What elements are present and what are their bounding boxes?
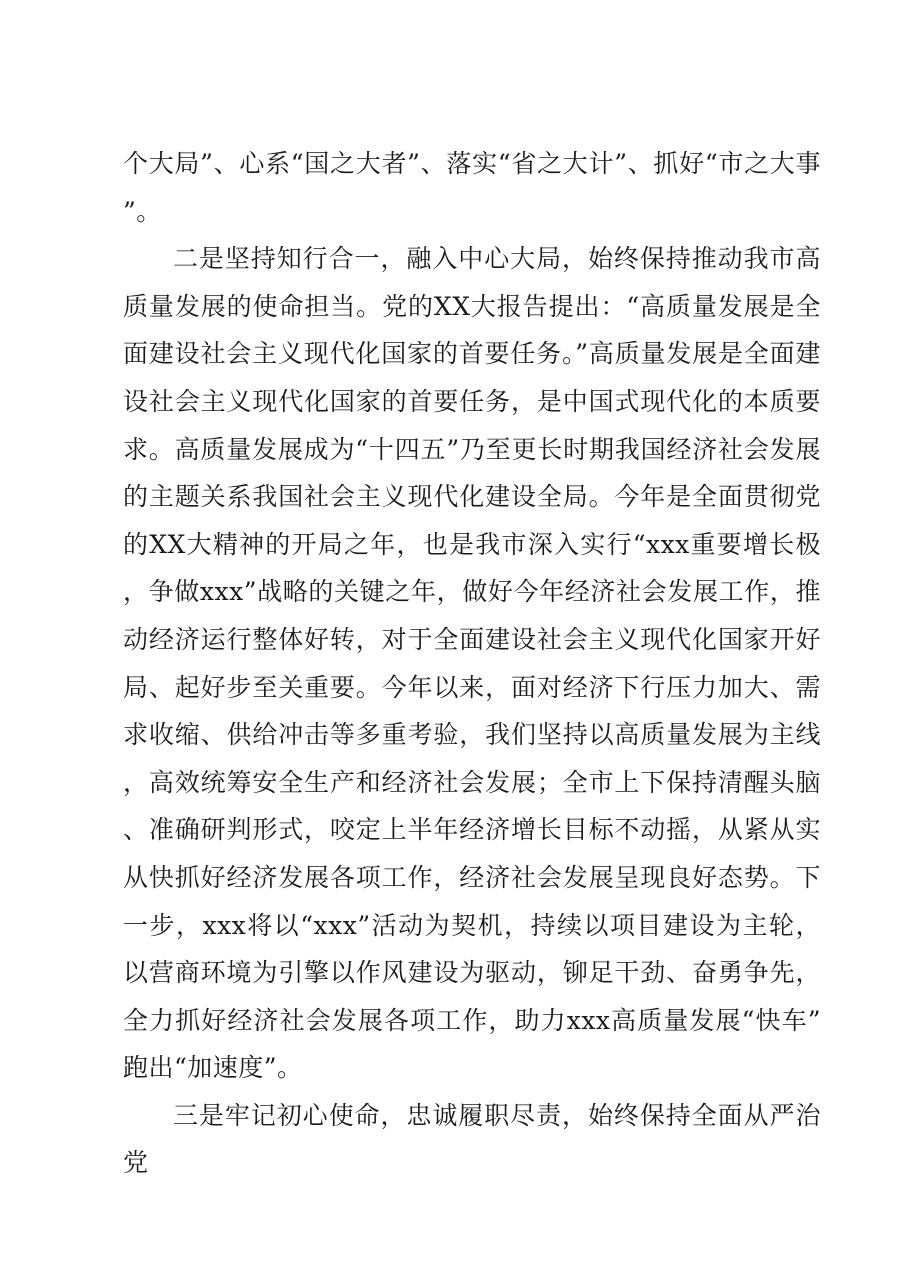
body-text xyxy=(123,140,821,1187)
paragraph-point-two: 二是坚持知行合一，融入中心大局，始终保持推动我市高质量发展的使命担当。党的XX大报告提出：“高质量发展是全面建设社会主义现代化国家的首要任务。”高质量发展是全面建设社会主义现代化国家的首要任务，是中国式现代化的本质要求。高质量发展成为“十四五”乃至更长时期我国经济社会发展的主题关系我国社会主义现代化建设全局。今年是全面贯彻党的XX大精神的开局之年，也是我市深入实行“xxx重要增长极，争做xxx”战略的关键之年，做好今年经济社会发展工作，推动经济运行整体好转，对于全面建设社会主义现代化国家开好局、起好步至关重要。今年以来，面对经济下行压力加大、需求收缩、供给冲击等多重考验，我们坚持以高质量发展为主线，高效统筹安全生产和经济社会发展；全市上下保持清醒头脑、准确研判形式，咬定上半年经济增长目标不动摇，从紧从实从快抓好经济发展各项工作，经济社会发展呈现良好态势。下一步，xxx将以“xxx”活动为契机，持续以项目建设为主轮，以营商环境为引擎以作风建设为驱动，铆足干劲、奋勇争先，全力抓好经济社会发展各项工作，助力xxx高质量发展“快车”跑出“加速度”。 xyxy=(123,244,821,1083)
paragraph-point-three: 三是牢记初心使命，忠诚履职尽责，始终保持全面从严治党 xyxy=(123,1100,821,1178)
paragraph-continuation: 个大局”、心系“国之大者”、落实“省之大计”、抓好“市之大事”。 xyxy=(123,149,821,226)
